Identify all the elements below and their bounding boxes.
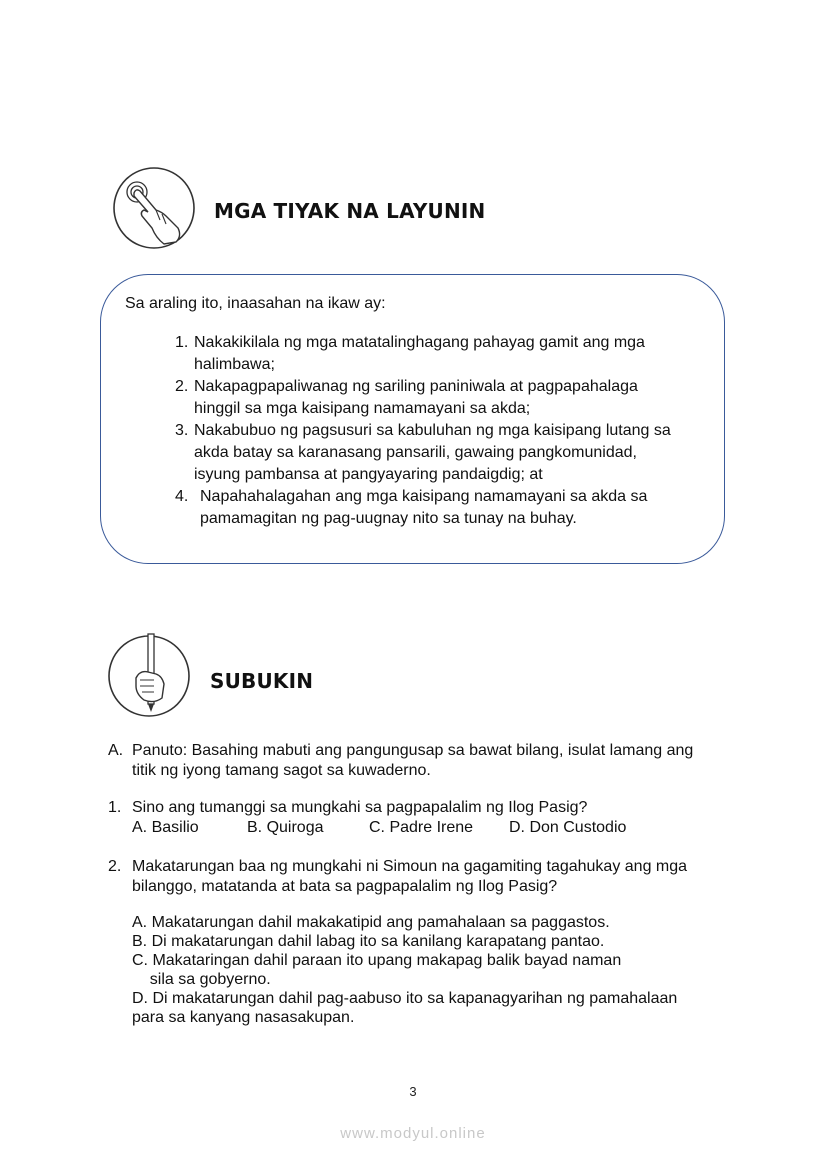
watermark: www.modyul.online xyxy=(340,1125,486,1142)
question-1-text: Sino ang tumanggi sa mungkahi sa pagpapalalim ng Ilog Pasig? xyxy=(132,799,588,816)
test-title: SUBUKIN xyxy=(210,669,314,693)
option-c-cont: sila sa gobyerno. xyxy=(132,971,271,988)
question-2-options xyxy=(132,913,732,1027)
choice-b: B. Quiroga xyxy=(247,819,324,836)
question-1: 1. Sino ang tumanggi sa mungkahi sa pagpapalalim ng Ilog Pasig? xyxy=(108,798,728,818)
choice-a: A. Basilio xyxy=(132,819,199,836)
option-c: C. Makataringan dahil paraan ito upang makapag balik bayad naman xyxy=(132,952,622,969)
question-2: 2. Makatarungan baa ng mungkahi ni Simoun na gagamiting tagahukay ang mga bilanggo, matatanda at bata sa pagpapalalim ng Ilog Pasig? xyxy=(108,858,688,895)
option-b: B. Di makatarungan dahil labag ito sa kanilang karapatang pantao. xyxy=(132,933,605,950)
choice-c: C. Padre Irene xyxy=(369,819,474,836)
objectives-title: MGA TIYAK NA LAYUNIN xyxy=(214,199,486,223)
choice-d: D. Don Custodio xyxy=(509,819,627,836)
option-d-cont: para sa kanyang nasasakupan. xyxy=(132,1009,355,1026)
objectives-intro: Sa araling ito, inaasahan na ikaw ay: xyxy=(125,295,386,312)
objectives-list xyxy=(175,332,705,530)
list-item: 2. Nakapagpapaliwanag ng sariling paniniwala at pagpapahalaga hinggil sa mga kaisipang namamayani sa akda; xyxy=(175,378,638,417)
option-d: D. Di makatarungan dahil pag-aabuso ito sa kapanagyarihan ng pamahalaan xyxy=(132,990,678,1007)
list-item: 1. Nakakikilala ng mga matatalinghagang pahayag gamit ang mga halimbawa; xyxy=(175,334,645,373)
hand-pencil-icon xyxy=(106,630,192,718)
instruction: A. Panuto: Basahing mabuti ang pangungusap sa bawat bilang, isulat lamang ang titik ng iyong tamang sagot sa kuwaderno. xyxy=(108,742,694,779)
list-item: 4. Napahahalagahan ang mga kaisipang namamayani sa akda sa pamamagitan ng pag-uugnay nito sa tunay na buhay. xyxy=(175,488,648,527)
option-a: A. Makatarungan dahil makakatipid ang pamahalaan sa paggastos. xyxy=(132,914,610,931)
page-number: 3 xyxy=(409,1084,417,1099)
list-item: 3. Nakabubuo ng pagsusuri sa kabuluhan ng mga kaisipang lutang sa akda batay sa karanasang pansarili, gawaing pangkomunidad, isyung pambansa at pangyayaring pandaigdig; at xyxy=(175,422,671,483)
touch-finger-icon xyxy=(112,166,198,252)
